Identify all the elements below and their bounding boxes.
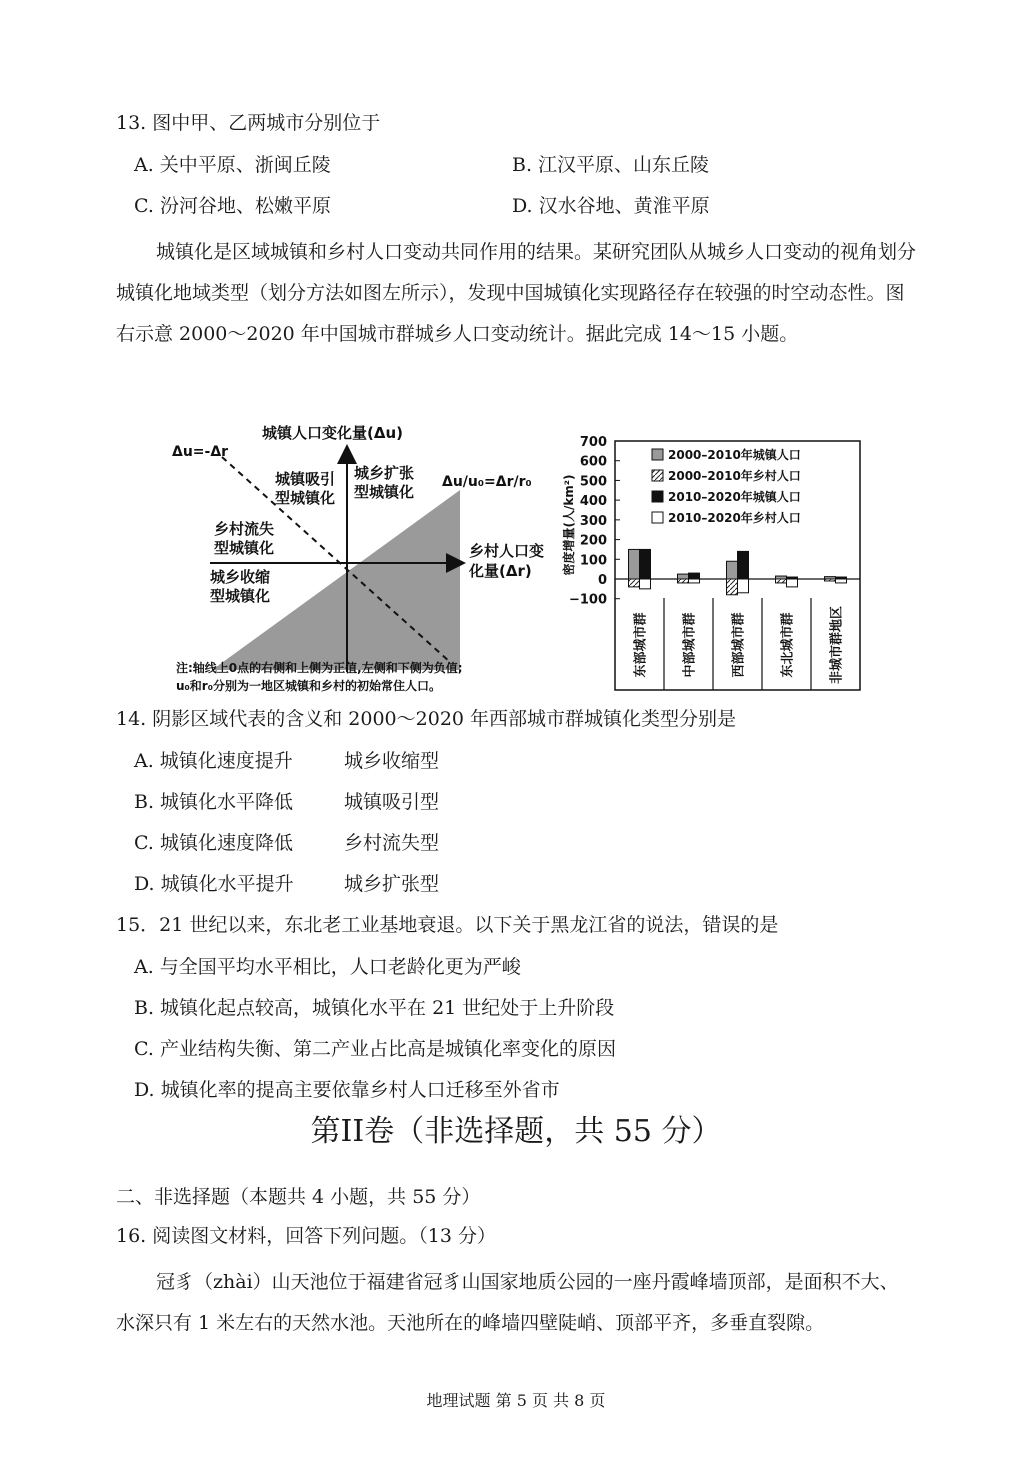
bar bbox=[629, 579, 640, 587]
x-axis-label-2: 化量(Δr) bbox=[469, 562, 532, 580]
intro-paragraph: 城镇化是区域城镇和乡村人口变动共同作用的结果。某研究团队从城乡人口变动的视角划分城镇化地域类型（划分方法如图左所示），发现中国城镇化实现路径存在较强的时空动态性。图右示意 2000～2020 年中国城市群城乡人口变动统计。据此完成 14～15 小题。 bbox=[116, 241, 917, 345]
q15-option-c: C. 产业结构失衡、第二产业占比高是城镇化率变化的原因 bbox=[134, 1038, 616, 1060]
y-tick-label: −100 bbox=[568, 592, 607, 608]
legend-swatch bbox=[652, 512, 663, 523]
y-tick-label: 0 bbox=[597, 573, 607, 588]
bar bbox=[825, 579, 836, 581]
q15-option-a: A. 与全国平均水平相比，人口老龄化更为严峻 bbox=[134, 956, 521, 978]
q13-option-c: C. 汾河谷地、松嫩平原 bbox=[134, 195, 331, 217]
legend-swatch bbox=[652, 470, 663, 481]
q14-option-a-type: 城乡收缩型 bbox=[344, 750, 440, 772]
type-rural-loss-2: 型城镇化 bbox=[214, 539, 275, 557]
bar bbox=[787, 579, 798, 587]
q15-option-d: D. 城镇化率的提高主要依靠乡村人口迁移至外省市 bbox=[134, 1079, 560, 1101]
q13-option-d: D. 汉水谷地、黄淮平原 bbox=[512, 195, 710, 217]
q13-stem: 13. 图中甲、乙两城市分别位于 bbox=[116, 112, 381, 134]
section-title: 第II卷（非选择题，共 55 分） bbox=[310, 1114, 722, 1149]
bar bbox=[738, 551, 749, 579]
legend-label: 2010–2020年城镇人口 bbox=[668, 490, 801, 504]
q14-option-b-type: 城镇吸引型 bbox=[344, 791, 440, 813]
bar-chart bbox=[561, 435, 860, 690]
legend-label: 2000–2010年城镇人口 bbox=[668, 448, 801, 462]
category-label: 非城市群地区 bbox=[829, 605, 845, 685]
y-tick-label: 100 bbox=[579, 553, 607, 569]
y-tick-label: 200 bbox=[579, 533, 607, 549]
bar bbox=[640, 549, 651, 579]
category-label: 西部城市群 bbox=[731, 612, 747, 678]
y-tick-label: 300 bbox=[579, 513, 607, 529]
q13-option-a: A. 关中平原、浙闽丘陵 bbox=[134, 154, 331, 176]
solid-line-label: Δu/u₀=Δr/r₀ bbox=[442, 474, 532, 490]
q16-stem: 16. 阅读图文材料，回答下列问题。（13 分） bbox=[116, 1225, 496, 1247]
q15-stem: 15．21 世纪以来，东北老工业基地衰退。以下关于黑龙江省的说法，错误的是 bbox=[116, 914, 779, 936]
type-expansion-2: 型城镇化 bbox=[354, 483, 415, 501]
legend-label: 2000–2010年乡村人口 bbox=[668, 469, 801, 483]
q14-option-d: D. 城镇化水平提升 bbox=[134, 873, 294, 895]
q14-option-c-type: 乡村流失型 bbox=[344, 832, 440, 854]
bar bbox=[776, 579, 787, 583]
bar bbox=[836, 579, 847, 583]
type-attraction-2: 型城镇化 bbox=[275, 489, 336, 507]
figure-note-1: 注:轴线上0点的右侧和上侧为正值,左侧和下侧为负值; bbox=[176, 661, 463, 675]
type-shrink-1: 城乡收缩 bbox=[210, 568, 271, 586]
y-axis-label: 城镇人口变化量(Δu) bbox=[262, 424, 403, 442]
page-footer: 地理试题 第 5 页 共 8 页 bbox=[426, 1391, 606, 1410]
chart-ylabel: 密度增量(人/km²) bbox=[562, 474, 576, 576]
figure-note-2: u₀和r₀分别为一地区城镇和乡村的初始常住人口。 bbox=[176, 679, 441, 693]
category-label: 东北城市群 bbox=[780, 612, 796, 678]
q15-option-b: B. 城镇化起点较高，城镇化水平在 21 世纪处于上升阶段 bbox=[134, 997, 615, 1019]
bar bbox=[727, 579, 738, 595]
q13-option-b: B. 江汉平原、山东丘陵 bbox=[512, 154, 710, 176]
part-two-heading: 二、非选择题（本题共 4 小题，共 55 分） bbox=[116, 1186, 481, 1208]
type-expansion-1: 城乡扩张 bbox=[354, 464, 415, 482]
urbanization-type-diagram bbox=[172, 424, 544, 693]
legend-label: 2010–2020年乡村人口 bbox=[668, 511, 801, 525]
y-tick-label: 500 bbox=[579, 474, 607, 490]
category-label: 东部城市群 bbox=[633, 612, 649, 678]
type-rural-loss-1: 乡村流失 bbox=[214, 520, 275, 538]
bar bbox=[689, 573, 700, 579]
dashed-line-label: Δu=-Δr bbox=[172, 444, 229, 460]
type-shrink-2: 型城镇化 bbox=[210, 587, 271, 605]
bar bbox=[678, 574, 689, 579]
y-tick-label: 700 bbox=[579, 435, 607, 450]
bar bbox=[738, 579, 749, 593]
x-axis-label-1: 乡村人口变 bbox=[469, 542, 545, 560]
category-label: 中部城市群 bbox=[682, 612, 698, 678]
y-tick-label: 600 bbox=[579, 454, 607, 470]
legend-swatch bbox=[652, 491, 663, 502]
legend-swatch bbox=[652, 449, 663, 460]
q16-paragraph: 冠豸（zhài）山天池位于福建省冠豸山国家地质公园的一座丹霞峰墙顶部，是面积不大、水深只有 1 米左右的天然水池。天池所在的峰墙四壁陡峭、顶部平齐，多垂直裂隙。 bbox=[116, 1271, 899, 1334]
q14-stem: 14. 阴影区域代表的含义和 2000～2020 年西部城市群城镇化类型分别是 bbox=[116, 708, 737, 730]
q14-option-a: A. 城镇化速度提升 bbox=[134, 750, 293, 772]
y-tick-label: 400 bbox=[579, 494, 607, 510]
q14-option-d-type: 城乡扩张型 bbox=[344, 873, 440, 895]
type-attraction-1: 城镇吸引 bbox=[275, 470, 336, 488]
bar bbox=[689, 579, 700, 583]
bar bbox=[629, 549, 640, 579]
bar bbox=[727, 561, 738, 579]
bar bbox=[678, 579, 689, 583]
bar bbox=[640, 579, 651, 589]
q14-option-b: B. 城镇化水平降低 bbox=[134, 791, 294, 813]
q14-option-c: C. 城镇化速度降低 bbox=[134, 832, 293, 854]
